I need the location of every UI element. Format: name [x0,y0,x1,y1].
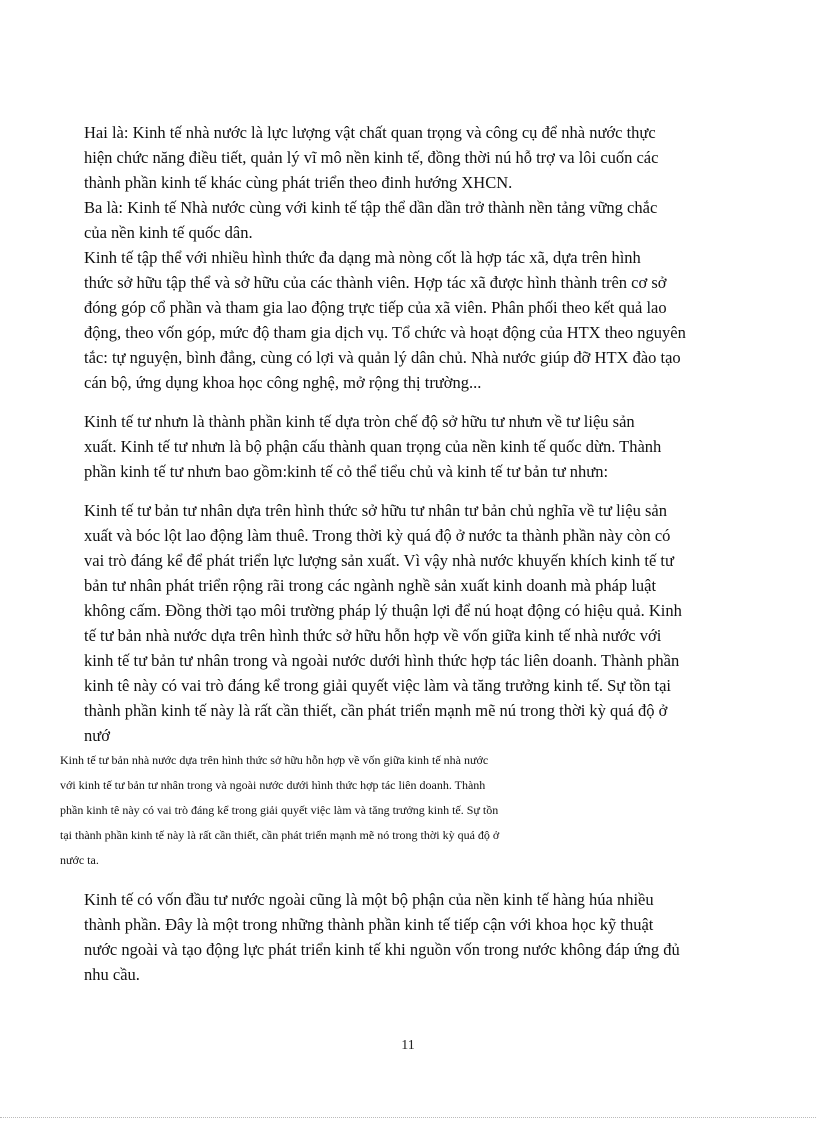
text-line: phần kinh tê này có vai trò đáng kể trong giải quyết việc làm và tăng trưởng kinh tế. Sự tồn [60,803,499,817]
paragraph-kinh-te-tu-ban-nha-nuoc [60,748,756,873]
paragraph-von-dau-tu-nuoc-ngoai [84,887,756,987]
paragraph-kinh-te-tap-the [84,245,756,395]
text-line: thành phần kinh tế khác cùng phát triển theo đinh hướng XHCN. [84,173,513,192]
paragraph-kinh-te-tu-nhan [84,409,756,484]
paragraph-kinh-te-tu-ban-tu-nhan [84,498,756,748]
text-line: hiện chức năng điều tiết, quản lý vĩ mô nền kinh tế, đồng thời nú hỗ trợ va lôi cuốn các [84,148,659,167]
text-line: nướ [84,726,110,745]
text-line: nhu cầu. [84,965,140,984]
paragraph-gap [84,484,756,498]
text-line: động, theo vốn góp, mức độ tham gia dịch vụ. Tổ chức và hoạt động của HTX theo nguyên [84,323,686,342]
page-content [60,120,756,987]
text-line: Kinh tế tập thể với nhiều hình thức đa dạng mà nòng cốt là hợp tác xã, dựa trên hình [84,248,641,267]
text-line: không cấm. Đồng thời tạo môi trường pháp lý thuận lợi để nú hoạt động có hiệu quả. Kinh [84,601,682,620]
text-line: đóng góp cổ phần và tham gia lao động trực tiếp của xã viên. Phân phối theo kết quả lao [84,298,667,317]
text-line: vai trò đáng kể để phát triển lực lượng sản xuất. Vì vậy nhà nước khuyến khích kinh tế tư [84,551,674,570]
text-line: tại thành phần kinh tế này là rất cần thiết, cần phát triển mạnh mẽ nó trong thời kỳ quá độ ở [60,828,500,842]
paragraph-ba-la [84,195,756,245]
text-line: thành phần. Đây là một trong những thành phần kinh tế tiếp cận với khoa học kỹ thuật [84,915,654,934]
text-line: phần kinh tế tư nhưn bao gồm:kinh tế cỏ thể tiểu chủ và kinh tế tư bản tư nhưn: [84,462,609,481]
text-line: Kinh tế tư bản nhà nước dựa trên hình thức sở hữu hỗn hợp về vốn giữa kinh tế nhà nước [60,753,489,767]
text-line: với kinh tế tư bản tư nhân trong và ngoài nước dưới hình thức hợp tác liên doanh. Thành [60,778,486,792]
text-line: kinh tế tư bản tư nhân trong và ngoài nước dưới hình thức hợp tác liên doanh. Thành phần [84,651,680,670]
text-line: thức sở hữu tập thể và sở hữu của các thành viên. Hợp tác xã được hình thành trên cơ sở [84,273,667,292]
page-number: 11 [401,1038,415,1053]
text-line: nước ngoài và tạo động lực phát triển kinh tế khi nguồn vốn trong nước không đáp ứng đủ [84,940,680,959]
text-line: của nền kinh tế quốc dân. [84,223,253,242]
paragraph-hai-la [84,120,756,195]
text-line: kinh tê này có vai trò đáng kể trong giải quyết việc làm và tăng trưởng kinh tế. Sự tồn tại [84,676,672,695]
page-bottom-border [0,1117,816,1118]
text-line: Kinh tế tư nhưn là thành phần kinh tế dựa tròn chế độ sở hữu tư nhưn về tư liệu sản [84,412,635,431]
text-line: cán bộ, ứng dụng khoa học công nghệ, mở rộng thị trường... [84,373,482,392]
text-line: Hai là: Kinh tế nhà nước là lực lượng vật chất quan trọng và công cụ để nhà nước thực [84,123,656,142]
text-line: Kinh tế có vốn đầu tư nước ngoài cũng là một bộ phận của nền kinh tế hàng húa nhiều [84,890,654,909]
text-line: tế tư bản nhà nước dựa trên hình thức sở hữu hỗn hợp về vốn giữa kinh tế nhà nước với [84,626,662,645]
text-line: thành phần kinh tế này là rất cần thiết, cần phát triển mạnh mẽ nú trong thời kỳ quá độ ở [84,701,668,720]
text-line: Ba là: Kinh tế Nhà nước cùng với kinh tế tập thể dần dần trở thành nền tảng vững chắc [84,198,658,217]
text-line: xuất. Kinh tế tư nhưn là bộ phận cấu thành quan trọng của nền kinh tế quốc dừn. Thành [84,437,662,456]
paragraph-gap [84,873,756,887]
paragraph-gap [84,395,756,409]
text-line: bản tư nhân phát triển rộng rãi trong các ngành nghề sản xuất kinh doanh mà pháp luật [84,576,657,595]
text-line: Kinh tế tư bản tư nhân dựa trên hình thức sở hữu tư nhân tư bản chủ nghĩa về tư liệu sản [84,501,667,520]
text-line: xuất và bóc lột lao động làm thuê. Trong thời kỳ quá độ ở nước ta thành phần này còn có [84,526,671,545]
text-line: nước ta. [60,853,99,867]
text-line: tắc: tự nguyện, bình đẳng, cùng có lợi và quản lý dân chủ. Nhà nước giúp đỡ HTX đào tạo [84,348,681,367]
